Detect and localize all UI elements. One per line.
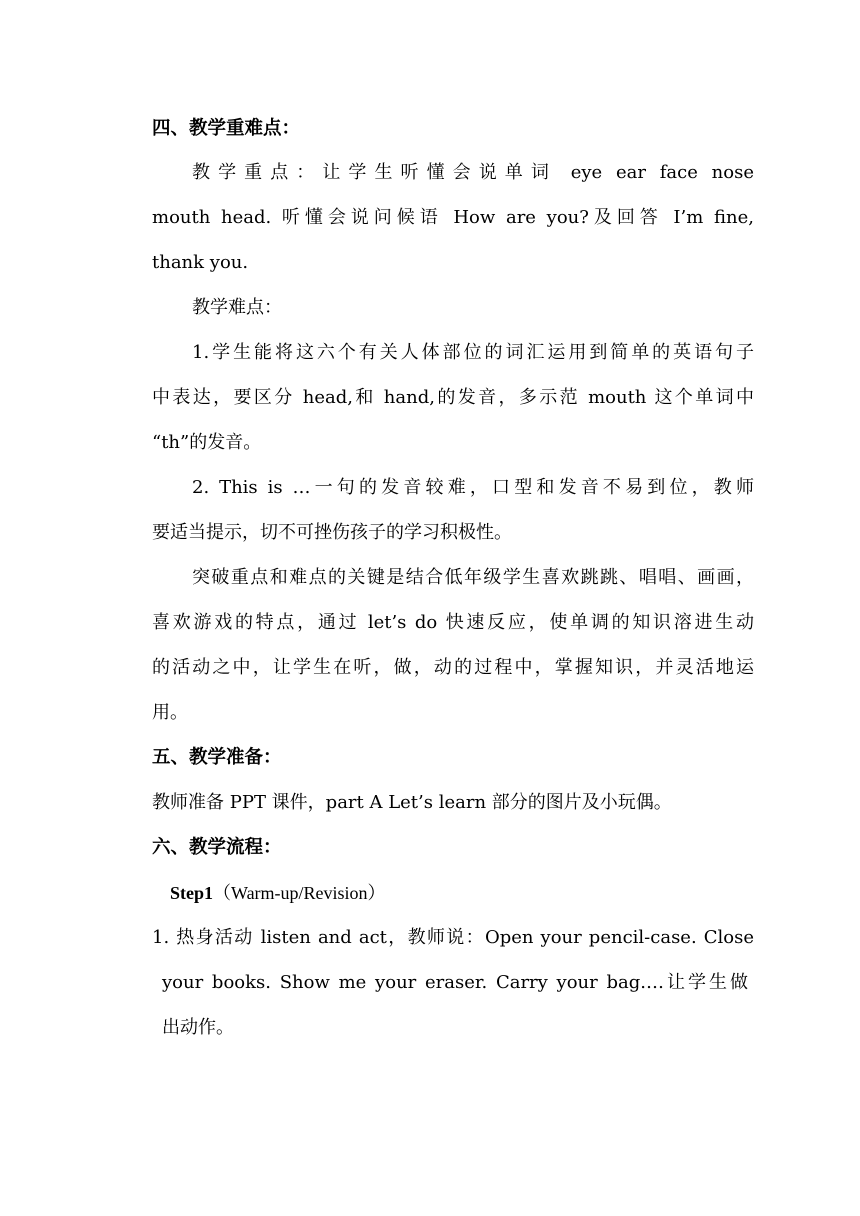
section-heading-preparation: 五、教学准备： — [152, 747, 282, 768]
breakthrough-line-1: 突破重点和难点的关键是结合低年级学生喜欢跳跳、唱唱、画画， — [192, 567, 754, 588]
breakthrough-line-3: 的活动之中，让学生在听，做，动的过程中，掌握知识，并灵活地运 — [152, 657, 754, 678]
focus-line-1: 教学重点：让学生听懂会说单词 eye ear face nose — [192, 162, 754, 183]
focus-line-2: mouth head. 听懂会说问候语 How are you?及回答 I’m fine, — [152, 207, 754, 228]
procedure-item-1-line-3: 出动作。 — [162, 1017, 234, 1038]
focus-line-3: thank you. — [152, 252, 249, 273]
difficulty-2-line-1: 2. This is …一句的发音较难，口型和发音不易到位，教师 — [192, 477, 754, 498]
breakthrough-line-2: 喜欢游戏的特点，通过 let’s do 快速反应，使单调的知识溶进生动 — [152, 612, 754, 633]
difficulty-1-line-1: 1.学生能将这六个有关人体部位的词汇运用到简单的英语句子 — [192, 342, 754, 363]
step-title: （Warm-up/Revision） — [213, 883, 386, 903]
difficulty-2-line-2: 要适当提示，切不可挫伤孩子的学习积极性。 — [152, 522, 512, 543]
breakthrough-line-4: 用。 — [152, 702, 188, 723]
section-heading-key-points: 四、教学重难点： — [152, 118, 301, 139]
step-heading — [170, 881, 386, 906]
difficulty-1-line-3: “th”的发音。 — [152, 432, 262, 453]
procedure-item-1-line-2: your books. Show me your eraser. Carry your bag.…让学生做 — [162, 972, 748, 993]
preparation-text: 教师准备 PPT 课件，part A Let’s learn 部分的图片及小玩偶。 — [152, 792, 672, 813]
difficulty-label: 教学难点： — [192, 297, 282, 318]
section-heading-procedure: 六、教学流程： — [152, 837, 282, 858]
procedure-item-1-line-1: 1. 热身活动 listen and act，教师说：Open your pencil-case. Close — [152, 927, 754, 948]
difficulty-1-line-2: 中表达，要区分 head,和 hand,的发音，多示范 mouth 这个单词中 — [152, 387, 754, 408]
step-label: Step1 — [170, 883, 214, 903]
